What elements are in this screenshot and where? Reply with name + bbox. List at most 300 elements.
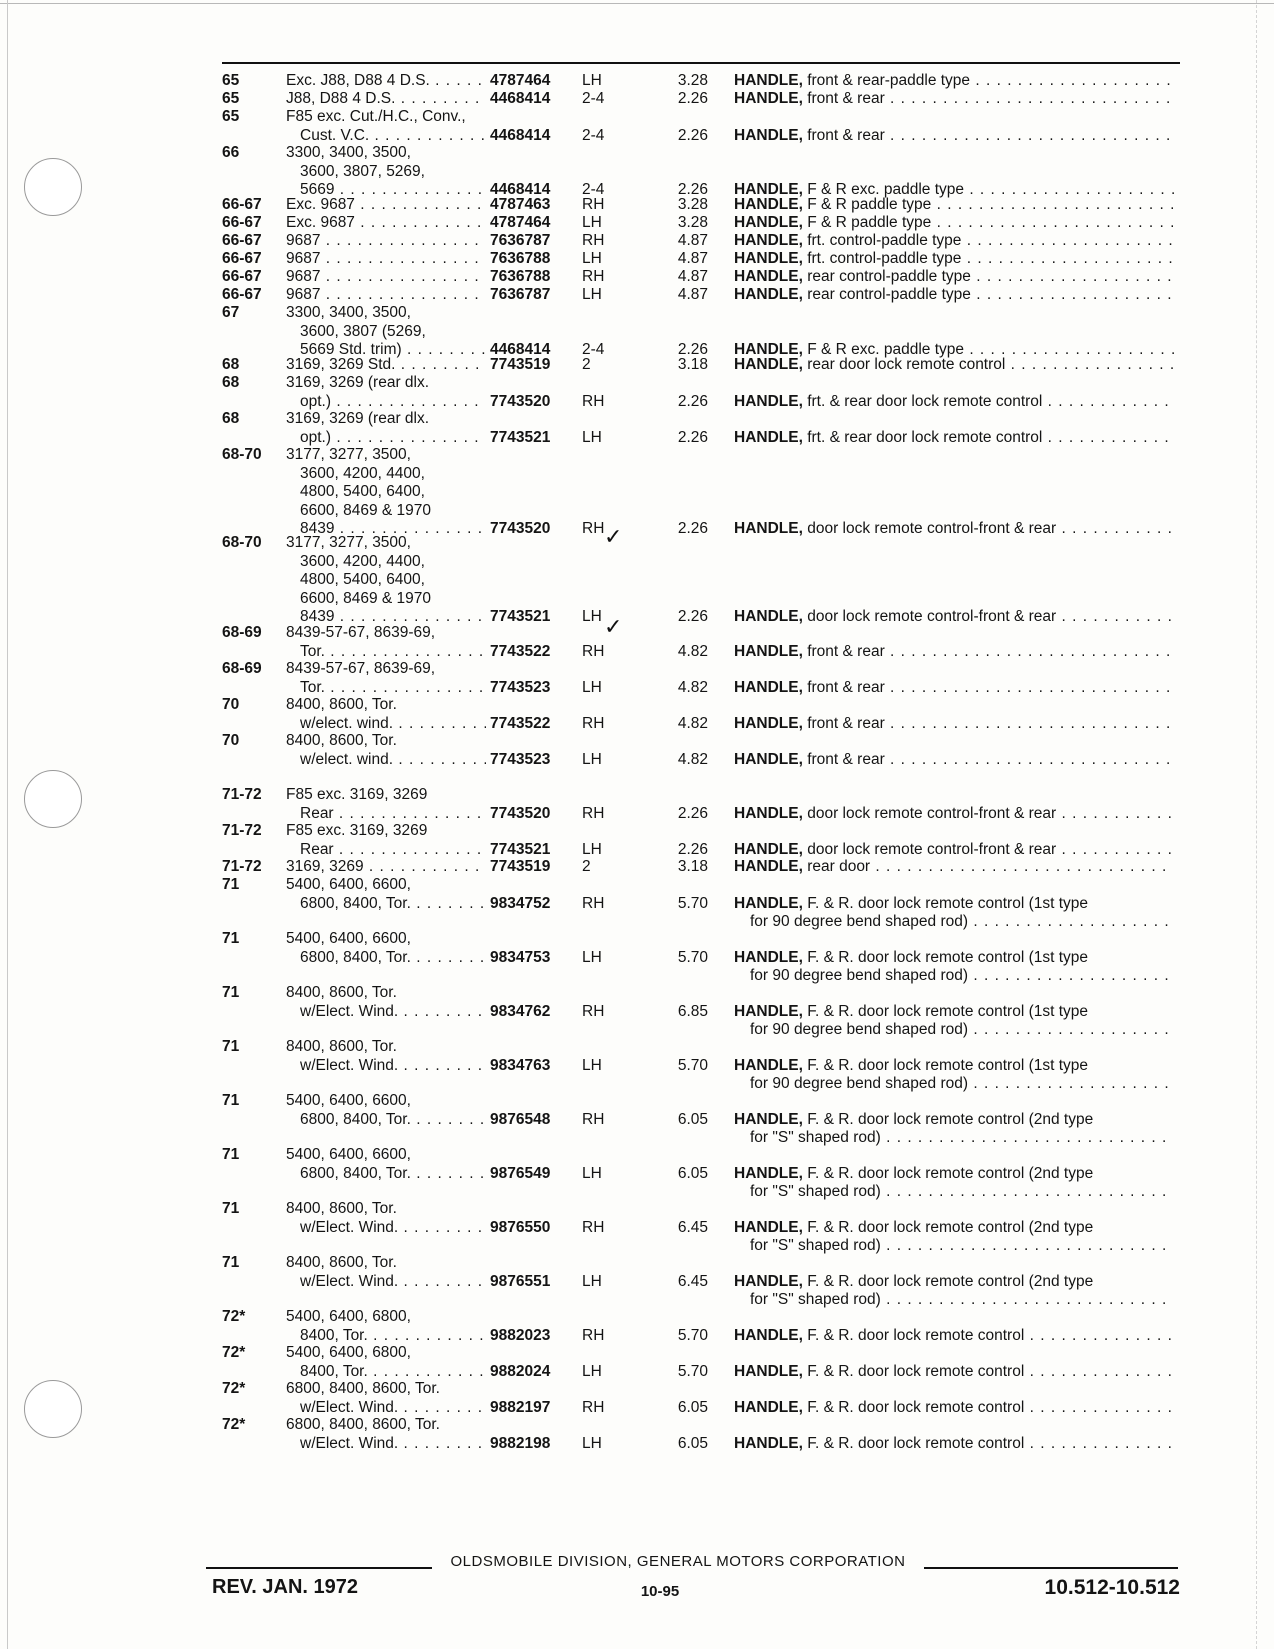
application-text: 8400, Tor. . . . (300, 1327, 486, 1346)
part-number: 9834762 (490, 1002, 551, 1020)
side-designation: RH (582, 894, 605, 912)
part-number: 9882023 (490, 1326, 551, 1344)
side-designation: LH (582, 1362, 602, 1380)
description-text: F. & R. door lock remote control (2nd type (807, 1164, 1094, 1182)
list-price: 4.82 (677, 642, 708, 660)
year-range: 71-72 (222, 822, 262, 839)
description-text: F & R paddle type (807, 196, 932, 213)
description-text: door lock remote control-front & rear (807, 520, 1057, 538)
application-text: opt.) . . . (300, 429, 486, 448)
part-number: 9834763 (490, 1056, 551, 1074)
list-price: 2.26 (677, 608, 708, 626)
part-number: 4468414 (490, 126, 551, 144)
description-text: door lock remote control-front & rear (807, 608, 1057, 626)
part-number: 7743521 (490, 840, 551, 858)
description-text: F. & R. door lock remote control (1st type (807, 1002, 1089, 1020)
description-continuation: for "S" shaped rod) . . . (750, 1237, 1174, 1256)
list-price: 5.70 (677, 894, 708, 912)
year-range: 72* (222, 1308, 246, 1325)
application-text: 8400, 8600, Tor. (286, 1254, 397, 1271)
application-text: 6800, 8400, Tor. . . . (300, 895, 486, 914)
year-range: 71 (222, 1200, 240, 1217)
part-number: 4787464 (490, 214, 551, 231)
part-description (734, 679, 1174, 698)
part-number: 7743523 (490, 750, 551, 768)
list-price: 4.87 (677, 250, 708, 267)
side-designation: LH (582, 750, 602, 768)
part-number: 4787463 (490, 196, 551, 213)
parts-row (0, 1380, 1274, 1417)
description-text: F. & R. door lock remote control (2nd type (807, 1272, 1094, 1290)
part-number: 4787464 (490, 72, 551, 89)
list-price: 2.26 (677, 90, 708, 107)
part-name: HANDLE, (734, 90, 803, 107)
application-text: 6600, 8469 & 1970 (300, 501, 432, 519)
list-price: 4.82 (677, 750, 708, 768)
side-designation: LH (582, 678, 602, 696)
part-number: 7743519 (490, 356, 551, 373)
description-text: front & rear-paddle type (807, 72, 971, 89)
part-name: HANDLE, (734, 356, 803, 373)
year-range: 72* (222, 1416, 246, 1433)
year-range: 68-69 (222, 624, 262, 641)
year-range: 65 (222, 72, 240, 89)
description-text: frt. & rear door lock remote control (807, 392, 1043, 410)
part-description (734, 858, 1174, 877)
parts-row (0, 268, 1274, 287)
parts-row (0, 1038, 1274, 1094)
year-range: 67 (222, 304, 240, 321)
application-text: 8439-57-67, 8639-69, (286, 660, 436, 677)
list-price: 3.28 (677, 72, 708, 89)
application-text: 3600, 4200, 4400, (300, 464, 425, 482)
part-number: 4468414 (490, 90, 551, 107)
side-designation: RH (582, 714, 605, 732)
application-text: 3169, 3269 (rear dlx. (286, 374, 430, 391)
side-designation: LH (582, 948, 602, 966)
part-number: 4468414 (490, 181, 551, 199)
year-range: 71-72 (222, 858, 262, 875)
list-price: 2.26 (677, 428, 708, 446)
side-designation: LH (582, 214, 602, 231)
application-text: 3169, 3269 (rear dlx. (286, 410, 430, 427)
application-text: 9687 . . . (286, 250, 486, 269)
year-range: 71 (222, 876, 240, 893)
description-text: door lock remote control-front & rear (807, 840, 1057, 858)
part-number: 7743520 (490, 804, 551, 822)
part-name: HANDLE, (734, 894, 803, 912)
part-description (734, 356, 1174, 375)
description-text: F & R exc. paddle type (807, 181, 965, 199)
application-text: F85 exc. 3169, 3269 (286, 786, 428, 803)
application-text: 8439 . . . (300, 520, 486, 539)
list-price: 6.05 (677, 1434, 708, 1452)
part-number: 9882024 (490, 1362, 551, 1380)
description-text: frt. control-paddle type (807, 232, 962, 249)
page-number: 10-95 (640, 1583, 680, 1600)
part-number: 7636788 (490, 268, 551, 285)
description-text: front & rear (807, 714, 885, 732)
parts-row (0, 1416, 1274, 1453)
parts-row (0, 1344, 1274, 1381)
parts-row (0, 90, 1274, 109)
year-range: 71 (222, 1146, 240, 1163)
handwritten-check-mark-1: ✓ (604, 525, 623, 550)
parts-row (0, 984, 1274, 1040)
year-range: 71 (222, 1038, 240, 1055)
application-text: F85 exc. 3169, 3269 (286, 822, 428, 839)
application-text: 3169, 3269 . . . (286, 858, 486, 877)
side-designation: 2 (582, 858, 591, 875)
part-name: HANDLE, (734, 232, 803, 249)
application-text: 5400, 6400, 6600, (286, 930, 411, 947)
part-number: 7743523 (490, 678, 551, 696)
part-name: HANDLE, (734, 1362, 803, 1380)
part-name: HANDLE, (734, 1002, 803, 1020)
list-price: 2.26 (677, 840, 708, 858)
side-designation: LH (582, 250, 602, 267)
parts-row (0, 286, 1274, 305)
application-text: 9687 . . . (286, 286, 486, 305)
list-price: 4.87 (677, 268, 708, 285)
part-description (734, 393, 1174, 412)
part-name: HANDLE, (734, 1110, 803, 1128)
side-designation: RH (582, 1002, 605, 1020)
part-name: HANDLE, (734, 250, 803, 267)
description-text: F. & R. door lock remote control (807, 1398, 1025, 1416)
parts-row (0, 356, 1274, 375)
year-range: 70 (222, 696, 240, 713)
part-name: HANDLE, (734, 608, 803, 626)
part-description (734, 90, 1174, 109)
application-text: 9687 . . . (286, 232, 486, 251)
description-text: F. & R. door lock remote control (807, 1434, 1025, 1452)
part-name: HANDLE, (734, 1056, 803, 1074)
part-name: HANDLE, (734, 840, 803, 858)
description-text: front & rear (807, 90, 885, 107)
side-designation: RH (582, 1326, 605, 1344)
year-range: 68 (222, 374, 240, 391)
application-text: opt.) . . . (300, 393, 486, 412)
side-designation: 2-4 (582, 126, 605, 144)
part-name: HANDLE, (734, 804, 803, 822)
application-text: 6600, 8469 & 1970 (300, 589, 432, 607)
part-description (734, 949, 1174, 968)
side-designation: RH (582, 1218, 605, 1236)
part-name: HANDLE, (734, 1434, 803, 1452)
part-description (734, 1003, 1174, 1022)
side-designation: LH (582, 608, 602, 626)
application-text: 8400, 8600, Tor. (286, 1200, 397, 1217)
application-text: 8400, 8600, Tor. (286, 1038, 397, 1055)
part-number: 9834752 (490, 894, 551, 912)
application-text: Cust. V.C. . . . (300, 127, 486, 146)
list-price: 4.87 (677, 232, 708, 249)
description-text: rear door (807, 858, 871, 875)
part-description (734, 805, 1174, 824)
application-text: w/Elect. Wind. . . . (300, 1435, 486, 1454)
application-text: 5400, 6400, 6800, (286, 1308, 411, 1325)
part-description (734, 1057, 1174, 1076)
part-name: HANDLE, (734, 126, 803, 144)
list-price: 5.70 (677, 1362, 708, 1380)
part-name: HANDLE, (734, 520, 803, 538)
part-description (734, 429, 1174, 448)
header-rule (222, 62, 1180, 64)
parts-row (0, 624, 1274, 661)
application-text: Exc. J88, D88 4 D.S. . . . (286, 72, 486, 91)
part-description (734, 232, 1174, 251)
list-price: 5.70 (677, 1056, 708, 1074)
application-text: w/elect. wind. . . . (300, 751, 486, 770)
part-name: HANDLE, (734, 750, 803, 768)
part-number: 9882198 (490, 1434, 551, 1452)
part-name: HANDLE, (734, 286, 803, 303)
part-name: HANDLE, (734, 678, 803, 696)
part-name: HANDLE, (734, 642, 803, 660)
part-number: 7743521 (490, 428, 551, 446)
description-text: F. & R. door lock remote control (2nd type (807, 1110, 1094, 1128)
part-name: HANDLE, (734, 72, 803, 89)
side-designation: RH (582, 642, 605, 660)
parts-row (0, 786, 1274, 823)
part-number: 9876550 (490, 1218, 551, 1236)
part-description (734, 895, 1174, 914)
part-name: HANDLE, (734, 428, 803, 446)
part-name: HANDLE, (734, 1398, 803, 1416)
year-range: 71 (222, 1092, 240, 1109)
description-continuation: for 90 degree bend shaped rod) . . . (750, 913, 1174, 932)
year-range: 66-67 (222, 250, 262, 267)
part-description (734, 1273, 1174, 1292)
parts-row (0, 1254, 1274, 1310)
side-designation: 2-4 (582, 181, 605, 199)
parts-row (0, 374, 1274, 411)
application-text: 5400, 6400, 6600, (286, 1146, 411, 1163)
side-designation: RH (582, 1110, 605, 1128)
application-text: 8400, Tor. . . . (300, 1363, 486, 1382)
application-text: 3600, 4200, 4400, (300, 552, 425, 570)
application-text: w/Elect. Wind. . . . (300, 1057, 486, 1076)
year-range: 65 (222, 90, 240, 107)
year-range: 68 (222, 356, 240, 373)
part-name: HANDLE, (734, 714, 803, 732)
list-price: 6.45 (677, 1218, 708, 1236)
year-range: 71 (222, 1254, 240, 1271)
description-text: front & rear (807, 126, 885, 144)
part-number: 7743521 (490, 608, 551, 626)
part-description (734, 72, 1174, 91)
part-number: 7636787 (490, 286, 551, 303)
side-designation: 2 (582, 356, 591, 373)
application-text: w/Elect. Wind. . . . (300, 1219, 486, 1238)
description-text: door lock remote control-front & rear (807, 804, 1057, 822)
application-text: Rear . . . (300, 841, 486, 860)
year-range: 71 (222, 930, 240, 947)
description-continuation: for 90 degree bend shaped rod) . . . (750, 1021, 1174, 1040)
list-price: 2.26 (677, 126, 708, 144)
application-text: Tor. . . . (300, 679, 486, 698)
description-text: F & R exc. paddle type (807, 341, 965, 359)
year-range: 68 (222, 410, 240, 427)
year-range: 72* (222, 1344, 246, 1361)
year-range: 66-67 (222, 214, 262, 231)
list-price: 2.26 (677, 341, 708, 359)
year-range: 71-72 (222, 786, 262, 803)
description-text: front & rear (807, 678, 885, 696)
part-number: 7743522 (490, 642, 551, 660)
part-description (734, 214, 1174, 233)
description-continuation: for "S" shaped rod) . . . (750, 1291, 1174, 1310)
application-text: 5400, 6400, 6800, (286, 1344, 411, 1361)
list-price: 3.28 (677, 214, 708, 231)
application-text: 4800, 5400, 6400, (300, 571, 425, 589)
application-text: 5669 Std. trim) . . . (300, 341, 486, 360)
description-continuation: for 90 degree bend shaped rod) . . . (750, 1075, 1174, 1094)
parts-row (0, 446, 1274, 539)
list-price: 3.28 (677, 196, 708, 213)
parts-row (0, 876, 1274, 932)
description-text: rear control-paddle type (807, 268, 971, 285)
list-price: 6.05 (677, 1110, 708, 1128)
part-number: 7743520 (490, 392, 551, 410)
application-text: 4800, 5400, 6400, (300, 483, 425, 501)
description-text: F & R paddle type (807, 214, 932, 231)
parts-row (0, 214, 1274, 233)
description-text: F. & R. door lock remote control (1st type (807, 948, 1089, 966)
part-description (734, 751, 1174, 770)
side-designation: RH (582, 392, 605, 410)
parts-row (0, 144, 1274, 200)
list-price: 2.26 (677, 520, 708, 538)
list-price: 6.45 (677, 1272, 708, 1290)
list-price: 5.70 (677, 1326, 708, 1344)
list-price: 6.85 (677, 1002, 708, 1020)
part-number: 9834753 (490, 948, 551, 966)
parts-row (0, 732, 1274, 769)
parts-row (0, 1200, 1274, 1256)
parts-row (0, 1146, 1274, 1202)
parts-row (0, 822, 1274, 859)
application-text: 5400, 6400, 6600, (286, 876, 411, 893)
application-text: J88, D88 4 D.S. . . . (286, 90, 486, 109)
application-text: 3177, 3277, 3500, (286, 534, 411, 551)
part-number: 9876548 (490, 1110, 551, 1128)
handwritten-check-mark-2: ✓ (604, 615, 623, 640)
year-range: 66-67 (222, 286, 262, 303)
parts-row (0, 232, 1274, 251)
description-text: front & rear (807, 750, 885, 768)
part-number: 4468414 (490, 341, 551, 359)
part-name: HANDLE, (734, 268, 803, 285)
list-price: 3.18 (677, 356, 708, 373)
description-text: F. & R. door lock remote control (807, 1326, 1025, 1344)
application-text: 3600, 3807 (5269, (300, 322, 426, 340)
application-text: 6800, 8400, 8600, Tor. (286, 1380, 440, 1397)
parts-row (0, 1308, 1274, 1345)
description-text: rear control-paddle type (807, 286, 971, 303)
group-number: 10.512-10.512 (1044, 1576, 1180, 1599)
side-designation: LH (582, 1164, 602, 1182)
part-description (734, 196, 1174, 215)
part-name: HANDLE, (734, 858, 803, 875)
part-description (734, 1327, 1174, 1346)
parts-row (0, 410, 1274, 447)
part-name: HANDLE, (734, 392, 803, 410)
application-text: w/Elect. Wind. . . . (300, 1399, 486, 1418)
application-text: 8439-57-67, 8639-69, (286, 624, 436, 641)
year-range: 68-70 (222, 534, 262, 551)
application-text: F85 exc. Cut./H.C., Conv., (286, 108, 466, 125)
parts-row (0, 660, 1274, 697)
part-name: HANDLE, (734, 341, 803, 359)
application-text: 8439 . . . (300, 608, 486, 627)
part-number: 7743519 (490, 858, 551, 875)
description-continuation: for 90 degree bend shaped rod) . . . (750, 967, 1174, 986)
side-designation: RH (582, 1398, 605, 1416)
description-text: F. & R. door lock remote control (1st type (807, 1056, 1089, 1074)
side-designation: RH (582, 196, 605, 213)
side-designation: LH (582, 1056, 602, 1074)
part-description (734, 1165, 1174, 1184)
parts-row (0, 72, 1274, 91)
list-price: 3.18 (677, 858, 708, 875)
year-range: 66-67 (222, 196, 262, 213)
side-designation: 2-4 (582, 90, 605, 107)
year-range: 72* (222, 1380, 246, 1397)
application-text: 8400, 8600, Tor. (286, 696, 397, 713)
list-price: 5.70 (677, 948, 708, 966)
side-designation: LH (582, 72, 602, 89)
parts-row (0, 250, 1274, 269)
part-description (734, 127, 1174, 146)
list-price: 6.05 (677, 1398, 708, 1416)
part-description (734, 268, 1174, 287)
description-text: rear door lock remote control (807, 356, 1006, 373)
application-text: 6800, 8400, Tor. . . . (300, 949, 486, 968)
part-number: 7743520 (490, 520, 551, 538)
description-text: frt. & rear door lock remote control (807, 428, 1043, 446)
side-designation: LH (582, 428, 602, 446)
part-number: 7743522 (490, 714, 551, 732)
part-description (734, 715, 1174, 734)
parts-row (0, 1092, 1274, 1148)
application-text: 5669 . . . (300, 181, 486, 200)
list-price: 4.82 (677, 714, 708, 732)
application-text: w/elect. wind. . . . (300, 715, 486, 734)
parts-row (0, 304, 1274, 360)
application-text: 8400, 8600, Tor. (286, 732, 397, 749)
side-designation: LH (582, 840, 602, 858)
part-name: HANDLE, (734, 948, 803, 966)
part-description (734, 1435, 1174, 1454)
application-text: Exc. 9687 . . . (286, 196, 486, 215)
side-designation: RH (582, 520, 605, 538)
application-text: 3177, 3277, 3500, (286, 446, 411, 463)
year-range: 66-67 (222, 268, 262, 285)
side-designation: 2-4 (582, 341, 605, 359)
part-number: 9876549 (490, 1164, 551, 1182)
year-range: 71 (222, 984, 240, 1001)
list-price: 2.26 (677, 804, 708, 822)
side-designation: LH (582, 1434, 602, 1452)
parts-row (0, 930, 1274, 986)
part-name: HANDLE, (734, 196, 803, 213)
side-designation: LH (582, 1272, 602, 1290)
application-text: Tor. . . . (300, 643, 486, 662)
year-range: 66 (222, 144, 240, 161)
part-name: HANDLE, (734, 214, 803, 231)
